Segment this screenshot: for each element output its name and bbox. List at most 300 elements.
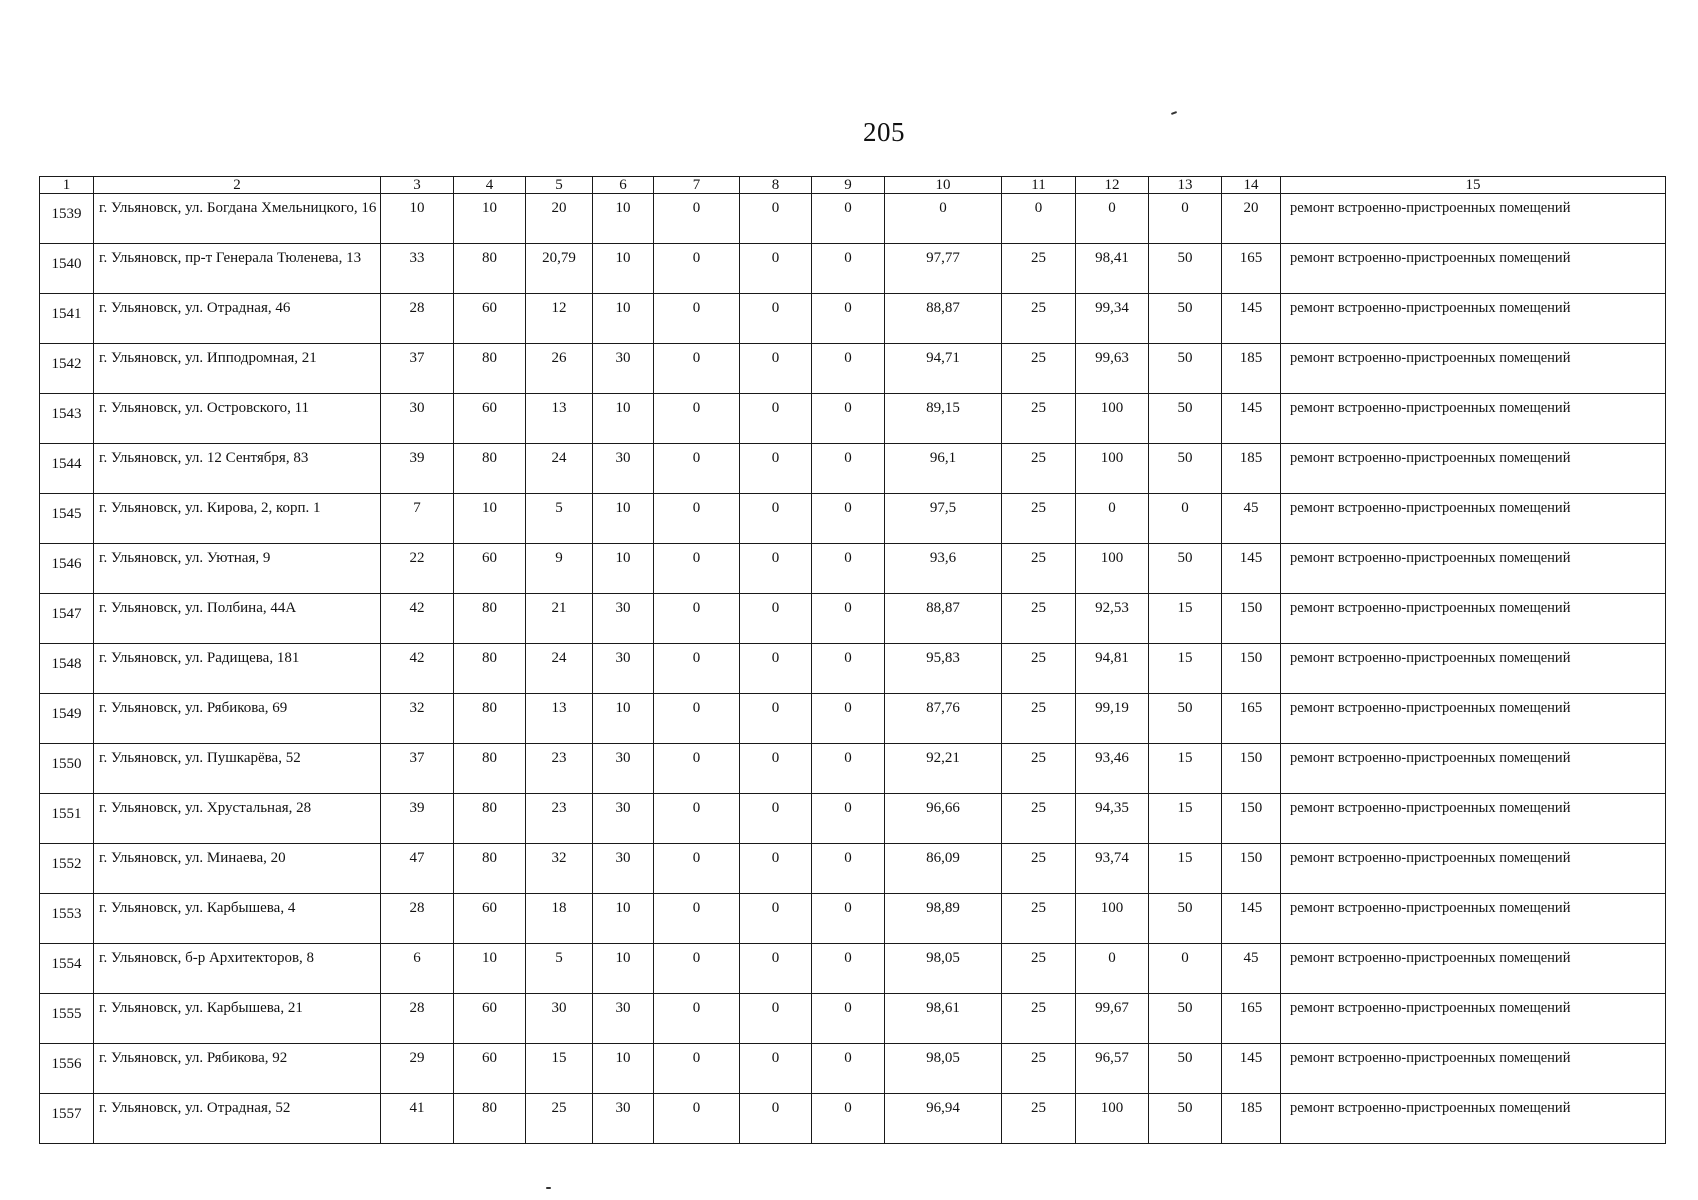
col-4-cell: 60 <box>454 1044 526 1094</box>
col-14-cell: 185 <box>1222 444 1281 494</box>
col-5-cell: 24 <box>526 444 593 494</box>
work-description-cell: ремонт встроенно-пристроенных помещений <box>1281 194 1666 244</box>
col-9-cell: 0 <box>812 894 885 944</box>
col-12-cell: 99,19 <box>1076 694 1149 744</box>
col-6-cell: 30 <box>593 994 654 1044</box>
col-11-cell: 25 <box>1002 294 1076 344</box>
col-12-cell: 94,81 <box>1076 644 1149 694</box>
col-5-cell: 9 <box>526 544 593 594</box>
work-description-cell: ремонт встроенно-пристроенных помещений <box>1281 794 1666 844</box>
row-number-cell: 1540 <box>40 244 94 294</box>
col-4-cell: 60 <box>454 294 526 344</box>
col-9-cell: 0 <box>812 994 885 1044</box>
table-row <box>40 944 1666 994</box>
col-5-cell: 13 <box>526 694 593 744</box>
table-row <box>40 294 1666 344</box>
col-6-cell: 10 <box>593 894 654 944</box>
col-4-cell: 10 <box>454 194 526 244</box>
col-11-cell: 25 <box>1002 744 1076 794</box>
col-11-cell: 25 <box>1002 944 1076 994</box>
col-13-cell: 50 <box>1149 294 1222 344</box>
col-11-cell: 25 <box>1002 794 1076 844</box>
col-9-cell: 0 <box>812 794 885 844</box>
col-4-cell: 60 <box>454 894 526 944</box>
col-10-cell: 96,94 <box>885 1094 1002 1144</box>
address-cell: г. Ульяновск, ул. Отрадная, 46 <box>94 294 381 344</box>
col-11-cell: 25 <box>1002 344 1076 394</box>
col-14-cell: 45 <box>1222 944 1281 994</box>
work-description-cell: ремонт встроенно-пристроенных помещений <box>1281 244 1666 294</box>
col-13-cell: 15 <box>1149 844 1222 894</box>
col-5-cell: 25 <box>526 1094 593 1144</box>
col-11-cell: 25 <box>1002 644 1076 694</box>
col-5-cell: 20 <box>526 194 593 244</box>
col-12-cell: 98,41 <box>1076 244 1149 294</box>
work-description-cell: ремонт встроенно-пристроенных помещений <box>1281 394 1666 444</box>
col-7-cell: 0 <box>654 894 740 944</box>
col-8-cell: 0 <box>740 844 812 894</box>
col-8-cell: 0 <box>740 344 812 394</box>
col-13-cell: 15 <box>1149 794 1222 844</box>
col-8-cell: 0 <box>740 594 812 644</box>
col-13-cell: 50 <box>1149 544 1222 594</box>
work-description-cell: ремонт встроенно-пристроенных помещений <box>1281 544 1666 594</box>
col-10-cell: 97,5 <box>885 494 1002 544</box>
col-4-cell: 80 <box>454 844 526 894</box>
row-number-cell: 1552 <box>40 844 94 894</box>
col-10-cell: 95,83 <box>885 644 1002 694</box>
work-description-cell: ремонт встроенно-пристроенных помещений <box>1281 944 1666 994</box>
column-number-header: 6 <box>593 177 654 194</box>
col-3-cell: 39 <box>381 444 454 494</box>
address-cell: г. Ульяновск, ул. Пушкарёва, 52 <box>94 744 381 794</box>
row-number-cell: 1557 <box>40 1094 94 1144</box>
col-13-cell: 50 <box>1149 1094 1222 1144</box>
col-7-cell: 0 <box>654 1044 740 1094</box>
data-table <box>39 176 1666 1144</box>
col-7-cell: 0 <box>654 644 740 694</box>
col-3-cell: 37 <box>381 744 454 794</box>
row-number-cell: 1556 <box>40 1044 94 1094</box>
table-row <box>40 1044 1666 1094</box>
col-10-cell: 87,76 <box>885 694 1002 744</box>
col-7-cell: 0 <box>654 494 740 544</box>
col-14-cell: 145 <box>1222 1044 1281 1094</box>
col-4-cell: 80 <box>454 1094 526 1144</box>
col-13-cell: 0 <box>1149 194 1222 244</box>
column-number-header: 7 <box>654 177 740 194</box>
col-10-cell: 96,66 <box>885 794 1002 844</box>
table-row <box>40 194 1666 244</box>
col-10-cell: 88,87 <box>885 594 1002 644</box>
col-7-cell: 0 <box>654 744 740 794</box>
col-5-cell: 5 <box>526 944 593 994</box>
col-6-cell: 30 <box>593 744 654 794</box>
row-number-cell: 1547 <box>40 594 94 644</box>
work-description-cell: ремонт встроенно-пристроенных помещений <box>1281 844 1666 894</box>
col-6-cell: 10 <box>593 944 654 994</box>
col-10-cell: 86,09 <box>885 844 1002 894</box>
col-7-cell: 0 <box>654 544 740 594</box>
table-row <box>40 994 1666 1044</box>
col-12-cell: 0 <box>1076 194 1149 244</box>
row-number-cell: 1543 <box>40 394 94 444</box>
column-number-header: 2 <box>94 177 381 194</box>
col-9-cell: 0 <box>812 344 885 394</box>
table-row <box>40 1094 1666 1144</box>
col-10-cell: 98,89 <box>885 894 1002 944</box>
row-number-cell: 1544 <box>40 444 94 494</box>
col-13-cell: 50 <box>1149 994 1222 1044</box>
row-number-cell: 1553 <box>40 894 94 944</box>
col-13-cell: 50 <box>1149 694 1222 744</box>
col-8-cell: 0 <box>740 1044 812 1094</box>
col-7-cell: 0 <box>654 1094 740 1144</box>
col-6-cell: 30 <box>593 594 654 644</box>
col-11-cell: 25 <box>1002 594 1076 644</box>
col-4-cell: 80 <box>454 344 526 394</box>
col-13-cell: 50 <box>1149 344 1222 394</box>
col-10-cell: 0 <box>885 194 1002 244</box>
col-12-cell: 94,35 <box>1076 794 1149 844</box>
col-5-cell: 5 <box>526 494 593 544</box>
col-3-cell: 42 <box>381 594 454 644</box>
address-cell: г. Ульяновск, пр-т Генерала Тюленева, 13 <box>94 244 381 294</box>
col-12-cell: 92,53 <box>1076 594 1149 644</box>
col-3-cell: 6 <box>381 944 454 994</box>
col-5-cell: 18 <box>526 894 593 944</box>
col-9-cell: 0 <box>812 694 885 744</box>
col-7-cell: 0 <box>654 444 740 494</box>
address-cell: г. Ульяновск, ул. Рябикова, 69 <box>94 694 381 744</box>
col-5-cell: 21 <box>526 594 593 644</box>
col-14-cell: 150 <box>1222 594 1281 644</box>
col-10-cell: 89,15 <box>885 394 1002 444</box>
col-14-cell: 150 <box>1222 644 1281 694</box>
col-3-cell: 28 <box>381 294 454 344</box>
col-12-cell: 93,46 <box>1076 744 1149 794</box>
col-13-cell: 50 <box>1149 394 1222 444</box>
col-6-cell: 30 <box>593 844 654 894</box>
col-8-cell: 0 <box>740 794 812 844</box>
col-14-cell: 150 <box>1222 844 1281 894</box>
col-10-cell: 96,1 <box>885 444 1002 494</box>
col-6-cell: 10 <box>593 544 654 594</box>
column-number-header: 5 <box>526 177 593 194</box>
col-4-cell: 10 <box>454 944 526 994</box>
col-12-cell: 99,67 <box>1076 994 1149 1044</box>
col-11-cell: 25 <box>1002 394 1076 444</box>
col-11-cell: 25 <box>1002 544 1076 594</box>
col-6-cell: 30 <box>593 644 654 694</box>
column-number-header: 4 <box>454 177 526 194</box>
col-5-cell: 32 <box>526 844 593 894</box>
col-14-cell: 165 <box>1222 694 1281 744</box>
col-6-cell: 30 <box>593 344 654 394</box>
work-description-cell: ремонт встроенно-пристроенных помещений <box>1281 994 1666 1044</box>
col-4-cell: 60 <box>454 994 526 1044</box>
col-13-cell: 50 <box>1149 244 1222 294</box>
col-3-cell: 37 <box>381 344 454 394</box>
col-7-cell: 0 <box>654 194 740 244</box>
col-3-cell: 22 <box>381 544 454 594</box>
col-13-cell: 15 <box>1149 644 1222 694</box>
col-9-cell: 0 <box>812 244 885 294</box>
col-10-cell: 93,6 <box>885 544 1002 594</box>
col-11-cell: 25 <box>1002 694 1076 744</box>
col-6-cell: 30 <box>593 444 654 494</box>
col-13-cell: 15 <box>1149 594 1222 644</box>
col-6-cell: 10 <box>593 1044 654 1094</box>
col-5-cell: 23 <box>526 744 593 794</box>
col-12-cell: 100 <box>1076 544 1149 594</box>
column-number-header: 13 <box>1149 177 1222 194</box>
table-row <box>40 794 1666 844</box>
address-cell: г. Ульяновск, ул. Островского, 11 <box>94 394 381 444</box>
row-number-cell: 1551 <box>40 794 94 844</box>
column-number-header: 12 <box>1076 177 1149 194</box>
col-11-cell: 25 <box>1002 494 1076 544</box>
work-description-cell: ремонт встроенно-пристроенных помещений <box>1281 644 1666 694</box>
col-10-cell: 97,77 <box>885 244 1002 294</box>
col-8-cell: 0 <box>740 244 812 294</box>
col-14-cell: 185 <box>1222 1094 1281 1144</box>
col-3-cell: 39 <box>381 794 454 844</box>
col-11-cell: 25 <box>1002 444 1076 494</box>
col-8-cell: 0 <box>740 494 812 544</box>
col-5-cell: 20,79 <box>526 244 593 294</box>
col-8-cell: 0 <box>740 944 812 994</box>
col-9-cell: 0 <box>812 1094 885 1144</box>
col-12-cell: 100 <box>1076 444 1149 494</box>
col-5-cell: 13 <box>526 394 593 444</box>
row-number-cell: 1555 <box>40 994 94 1044</box>
col-13-cell: 50 <box>1149 894 1222 944</box>
table-row <box>40 744 1666 794</box>
col-7-cell: 0 <box>654 794 740 844</box>
col-8-cell: 0 <box>740 544 812 594</box>
address-cell: г. Ульяновск, ул. 12 Сентября, 83 <box>94 444 381 494</box>
col-14-cell: 45 <box>1222 494 1281 544</box>
column-number-header: 15 <box>1281 177 1666 194</box>
work-description-cell: ремонт встроенно-пристроенных помещений <box>1281 744 1666 794</box>
col-7-cell: 0 <box>654 394 740 444</box>
col-9-cell: 0 <box>812 594 885 644</box>
page-number: 205 <box>863 117 905 147</box>
col-9-cell: 0 <box>812 1044 885 1094</box>
row-number-cell: 1554 <box>40 944 94 994</box>
table-row <box>40 844 1666 894</box>
col-9-cell: 0 <box>812 844 885 894</box>
col-7-cell: 0 <box>654 944 740 994</box>
col-11-cell: 25 <box>1002 1044 1076 1094</box>
col-6-cell: 10 <box>593 294 654 344</box>
col-12-cell: 99,34 <box>1076 294 1149 344</box>
col-12-cell: 0 <box>1076 494 1149 544</box>
table-row <box>40 444 1666 494</box>
address-cell: г. Ульяновск, ул. Уютная, 9 <box>94 544 381 594</box>
col-12-cell: 0 <box>1076 944 1149 994</box>
col-12-cell: 100 <box>1076 1094 1149 1144</box>
col-5-cell: 15 <box>526 1044 593 1094</box>
col-6-cell: 30 <box>593 794 654 844</box>
col-14-cell: 145 <box>1222 544 1281 594</box>
col-7-cell: 0 <box>654 594 740 644</box>
column-number-header: 3 <box>381 177 454 194</box>
row-number-cell: 1549 <box>40 694 94 744</box>
col-10-cell: 92,21 <box>885 744 1002 794</box>
col-11-cell: 25 <box>1002 1094 1076 1144</box>
table-row <box>40 544 1666 594</box>
column-number-header: 8 <box>740 177 812 194</box>
col-14-cell: 165 <box>1222 994 1281 1044</box>
col-3-cell: 47 <box>381 844 454 894</box>
table-row <box>40 494 1666 544</box>
col-5-cell: 23 <box>526 794 593 844</box>
address-cell: г. Ульяновск, ул. Карбышева, 21 <box>94 994 381 1044</box>
row-number-cell: 1545 <box>40 494 94 544</box>
col-13-cell: 50 <box>1149 444 1222 494</box>
address-cell: г. Ульяновск, ул. Рябикова, 92 <box>94 1044 381 1094</box>
col-3-cell: 10 <box>381 194 454 244</box>
col-8-cell: 0 <box>740 444 812 494</box>
col-11-cell: 25 <box>1002 844 1076 894</box>
address-cell: г. Ульяновск, ул. Богдана Хмельницкого, 16 <box>94 194 381 244</box>
col-11-cell: 0 <box>1002 194 1076 244</box>
col-4-cell: 80 <box>454 244 526 294</box>
work-description-cell: ремонт встроенно-пристроенных помещений <box>1281 1044 1666 1094</box>
col-4-cell: 80 <box>454 744 526 794</box>
address-cell: г. Ульяновск, ул. Полбина, 44А <box>94 594 381 644</box>
col-5-cell: 30 <box>526 994 593 1044</box>
col-14-cell: 20 <box>1222 194 1281 244</box>
col-4-cell: 80 <box>454 644 526 694</box>
address-cell: г. Ульяновск, ул. Отрадная, 52 <box>94 1094 381 1144</box>
col-8-cell: 0 <box>740 394 812 444</box>
table-row <box>40 344 1666 394</box>
col-4-cell: 60 <box>454 544 526 594</box>
col-3-cell: 30 <box>381 394 454 444</box>
col-11-cell: 25 <box>1002 994 1076 1044</box>
table-row <box>40 244 1666 294</box>
col-6-cell: 10 <box>593 694 654 744</box>
col-4-cell: 80 <box>454 594 526 644</box>
col-11-cell: 25 <box>1002 244 1076 294</box>
row-number-cell: 1546 <box>40 544 94 594</box>
col-7-cell: 0 <box>654 294 740 344</box>
col-3-cell: 7 <box>381 494 454 544</box>
work-description-cell: ремонт встроенно-пристроенных помещений <box>1281 1094 1666 1144</box>
work-description-cell: ремонт встроенно-пристроенных помещений <box>1281 694 1666 744</box>
col-3-cell: 28 <box>381 894 454 944</box>
address-cell: г. Ульяновск, ул. Кирова, 2, корп. 1 <box>94 494 381 544</box>
col-10-cell: 98,05 <box>885 944 1002 994</box>
scan-speck <box>1171 111 1177 115</box>
col-9-cell: 0 <box>812 444 885 494</box>
col-6-cell: 30 <box>593 1094 654 1144</box>
col-10-cell: 94,71 <box>885 344 1002 394</box>
data-table-wrapper <box>39 176 1666 1144</box>
col-12-cell: 100 <box>1076 894 1149 944</box>
col-4-cell: 60 <box>454 394 526 444</box>
work-description-cell: ремонт встроенно-пристроенных помещений <box>1281 494 1666 544</box>
col-14-cell: 150 <box>1222 744 1281 794</box>
col-6-cell: 10 <box>593 244 654 294</box>
work-description-cell: ремонт встроенно-пристроенных помещений <box>1281 894 1666 944</box>
col-14-cell: 145 <box>1222 894 1281 944</box>
col-7-cell: 0 <box>654 344 740 394</box>
row-number-cell: 1548 <box>40 644 94 694</box>
col-6-cell: 10 <box>593 494 654 544</box>
col-3-cell: 42 <box>381 644 454 694</box>
col-6-cell: 10 <box>593 194 654 244</box>
col-9-cell: 0 <box>812 544 885 594</box>
col-3-cell: 41 <box>381 1094 454 1144</box>
col-12-cell: 93,74 <box>1076 844 1149 894</box>
table-row <box>40 694 1666 744</box>
col-10-cell: 98,05 <box>885 1044 1002 1094</box>
col-13-cell: 0 <box>1149 944 1222 994</box>
col-8-cell: 0 <box>740 894 812 944</box>
work-description-cell: ремонт встроенно-пристроенных помещений <box>1281 294 1666 344</box>
col-8-cell: 0 <box>740 294 812 344</box>
table-row <box>40 894 1666 944</box>
col-7-cell: 0 <box>654 244 740 294</box>
col-11-cell: 25 <box>1002 894 1076 944</box>
col-3-cell: 33 <box>381 244 454 294</box>
col-12-cell: 96,57 <box>1076 1044 1149 1094</box>
col-5-cell: 26 <box>526 344 593 394</box>
col-9-cell: 0 <box>812 294 885 344</box>
col-8-cell: 0 <box>740 694 812 744</box>
col-8-cell: 0 <box>740 194 812 244</box>
col-7-cell: 0 <box>654 994 740 1044</box>
col-4-cell: 80 <box>454 444 526 494</box>
col-7-cell: 0 <box>654 694 740 744</box>
row-number-cell: 1542 <box>40 344 94 394</box>
col-8-cell: 0 <box>740 1094 812 1144</box>
col-9-cell: 0 <box>812 394 885 444</box>
col-8-cell: 0 <box>740 744 812 794</box>
table-row <box>40 644 1666 694</box>
address-cell: г. Ульяновск, ул. Карбышева, 4 <box>94 894 381 944</box>
col-6-cell: 10 <box>593 394 654 444</box>
col-8-cell: 0 <box>740 994 812 1044</box>
address-cell: г. Ульяновск, ул. Ипподромная, 21 <box>94 344 381 394</box>
col-5-cell: 12 <box>526 294 593 344</box>
table-row <box>40 594 1666 644</box>
col-14-cell: 165 <box>1222 244 1281 294</box>
col-13-cell: 50 <box>1149 1044 1222 1094</box>
address-cell: г. Ульяновск, б-р Архитекторов, 8 <box>94 944 381 994</box>
col-13-cell: 15 <box>1149 744 1222 794</box>
col-14-cell: 145 <box>1222 294 1281 344</box>
col-9-cell: 0 <box>812 194 885 244</box>
row-number-cell: 1539 <box>40 194 94 244</box>
col-3-cell: 28 <box>381 994 454 1044</box>
col-12-cell: 100 <box>1076 394 1149 444</box>
col-9-cell: 0 <box>812 944 885 994</box>
col-10-cell: 98,61 <box>885 994 1002 1044</box>
work-description-cell: ремонт встроенно-пристроенных помещений <box>1281 344 1666 394</box>
col-10-cell: 88,87 <box>885 294 1002 344</box>
col-7-cell: 0 <box>654 844 740 894</box>
col-3-cell: 32 <box>381 694 454 744</box>
col-4-cell: 80 <box>454 694 526 744</box>
col-9-cell: 0 <box>812 644 885 694</box>
col-14-cell: 150 <box>1222 794 1281 844</box>
column-number-header: 10 <box>885 177 1002 194</box>
